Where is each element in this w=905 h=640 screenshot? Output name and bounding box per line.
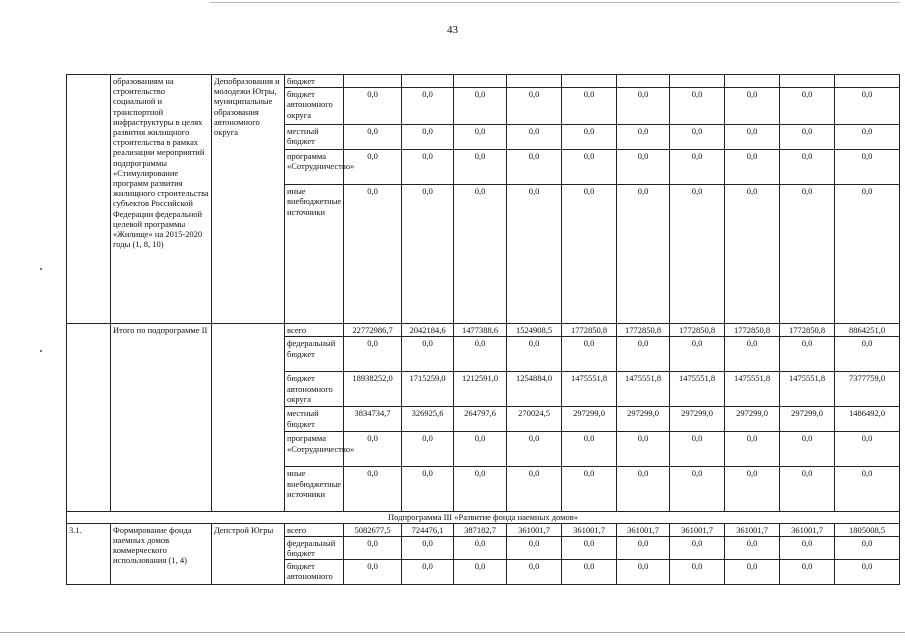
value-cell: 297299,0 (780, 407, 835, 432)
value-cell: 1772850,8 (562, 324, 617, 337)
value-cell: 0,0 (562, 125, 617, 150)
value-cell (344, 75, 402, 88)
value-cell: 3834734,7 (344, 407, 402, 432)
funding-source: местный бюджет (285, 125, 344, 150)
value-cell: 5082677,5 (344, 523, 402, 536)
activity-name: образованиям на строительство социальной и транспортной инфраструктуры в целях развития жилищного строительства в рамках реализации мероприятий подпрограммы «Стимулирование программ развития жилищного строительства субъектов Российской Федерации федеральной целевой программы «Жилище» на 2015-2020 годы (1, 8, 10) (111, 75, 212, 324)
value-cell (454, 75, 507, 88)
row-number-cell (67, 324, 111, 512)
value-cell: 0,0 (725, 337, 780, 372)
value-cell (402, 75, 454, 88)
value-cell: 0,0 (562, 185, 617, 324)
value-cell: 0,0 (454, 88, 507, 125)
value-cell: 0,0 (835, 560, 900, 585)
value-cell: 0,0 (670, 432, 725, 467)
value-cell: 0,0 (344, 337, 402, 372)
value-cell: 0,0 (835, 88, 900, 125)
value-cell: 0,0 (617, 536, 670, 559)
value-cell: 8864251,0 (835, 324, 900, 337)
value-cell: 0,0 (835, 432, 900, 467)
scan-speck (40, 350, 42, 352)
funding-source: программа «Сотрудничество» (285, 432, 344, 467)
value-cell: 0,0 (344, 536, 402, 559)
value-cell: 0,0 (617, 185, 670, 324)
value-cell: 1254884,0 (507, 372, 562, 407)
value-cell: 0,0 (344, 432, 402, 467)
value-cell: 0,0 (507, 467, 562, 512)
value-cell: 0,0 (725, 150, 780, 185)
value-cell (562, 75, 617, 88)
value-cell: 0,0 (454, 560, 507, 585)
value-cell: 1772850,8 (617, 324, 670, 337)
value-cell: 0,0 (617, 337, 670, 372)
value-cell: 297299,0 (562, 407, 617, 432)
value-cell: 1524908,5 (507, 324, 562, 337)
value-cell: 0,0 (617, 125, 670, 150)
value-cell: 361001,7 (562, 523, 617, 536)
executor: Депобразования и молодежи Югры, муниципальные образования автономного округа (212, 75, 285, 324)
value-cell: 297299,0 (725, 407, 780, 432)
value-cell: 0,0 (835, 467, 900, 512)
value-cell: 0,0 (454, 125, 507, 150)
value-cell: 0,0 (670, 536, 725, 559)
value-cell: 0,0 (507, 88, 562, 125)
funding-source: федеральный бюджет (285, 337, 344, 372)
funding-source: федеральный бюджет (285, 536, 344, 559)
value-cell: 0,0 (670, 337, 725, 372)
activity-name: Формирование фонда наемных домов коммерческого использования (1, 4) (111, 523, 212, 585)
value-cell: 297299,0 (670, 407, 725, 432)
table-row (67, 324, 900, 337)
value-cell: 0,0 (725, 560, 780, 585)
funding-source: программа «Сотрудничество» (285, 150, 344, 185)
value-cell: 0,0 (835, 125, 900, 150)
value-cell: 1475551,8 (617, 372, 670, 407)
total-label: Итого по подпрограмме II (111, 324, 212, 512)
value-cell (617, 75, 670, 88)
value-cell: 0,0 (780, 560, 835, 585)
value-cell: 1772850,8 (725, 324, 780, 337)
value-cell: 0,0 (725, 432, 780, 467)
value-cell: 1772850,8 (670, 324, 725, 337)
scan-speck (40, 268, 42, 270)
value-cell: 0,0 (402, 125, 454, 150)
value-cell: 0,0 (454, 536, 507, 559)
value-cell: 0,0 (344, 88, 402, 125)
financing-table (66, 74, 900, 585)
value-cell: 0,0 (562, 560, 617, 585)
value-cell: 0,0 (344, 467, 402, 512)
value-cell: 0,0 (507, 150, 562, 185)
value-cell: 0,0 (344, 125, 402, 150)
value-cell: 1715259,0 (402, 372, 454, 407)
value-cell: 724476,1 (402, 523, 454, 536)
value-cell: 0,0 (617, 88, 670, 125)
value-cell: 0,0 (562, 88, 617, 125)
value-cell: 0,0 (670, 467, 725, 512)
funding-source: бюджет автономного округа (285, 372, 344, 407)
value-cell: 0,0 (780, 467, 835, 512)
funding-source: иные внебюджетные источники (285, 467, 344, 512)
value-cell: 0,0 (507, 125, 562, 150)
table-body (67, 75, 900, 585)
value-cell: 0,0 (344, 185, 402, 324)
value-cell: 0,0 (344, 150, 402, 185)
value-cell: 0,0 (507, 432, 562, 467)
value-cell: 0,0 (670, 560, 725, 585)
funding-source: всего (285, 523, 344, 536)
row-number: 3.1. (67, 523, 111, 585)
value-cell: 0,0 (835, 150, 900, 185)
value-cell: 0,0 (562, 536, 617, 559)
value-cell: 0,0 (562, 150, 617, 185)
subprogram-title: Подпрограмма III «Развитие фонда наемных домов» (67, 512, 900, 523)
value-cell: 0,0 (617, 560, 670, 585)
value-cell: 270024,5 (507, 407, 562, 432)
table-row (67, 523, 900, 536)
value-cell (507, 75, 562, 88)
executor (212, 324, 285, 512)
value-cell: 0,0 (670, 185, 725, 324)
value-cell: 7377759,0 (835, 372, 900, 407)
value-cell: 22772986,7 (344, 324, 402, 337)
value-cell: 0,0 (402, 337, 454, 372)
value-cell: 0,0 (670, 150, 725, 185)
value-cell: 0,0 (402, 185, 454, 324)
value-cell: 0,0 (780, 337, 835, 372)
value-cell: 387182,7 (454, 523, 507, 536)
funding-source: иные внебюджетные источники (285, 185, 344, 324)
value-cell: 361001,7 (507, 523, 562, 536)
value-cell: 0,0 (617, 432, 670, 467)
value-cell: 0,0 (725, 88, 780, 125)
value-cell: 0,0 (835, 536, 900, 559)
value-cell: 18938252,0 (344, 372, 402, 407)
funding-source: бюджет автономного (285, 560, 344, 585)
value-cell: 0,0 (507, 536, 562, 559)
table-row (67, 75, 900, 88)
page-number: 43 (447, 24, 458, 36)
value-cell: 0,0 (507, 337, 562, 372)
value-cell: 0,0 (454, 337, 507, 372)
value-cell (780, 75, 835, 88)
row-number-cell (67, 75, 111, 324)
value-cell: 0,0 (780, 185, 835, 324)
value-cell: 0,0 (402, 150, 454, 185)
value-cell: 361001,7 (780, 523, 835, 536)
value-cell: 0,0 (725, 185, 780, 324)
value-cell: 0,0 (344, 560, 402, 585)
value-cell: 0,0 (835, 337, 900, 372)
value-cell: 0,0 (402, 536, 454, 559)
value-cell: 0,0 (507, 185, 562, 324)
value-cell: 1486492,0 (835, 407, 900, 432)
value-cell: 264797,6 (454, 407, 507, 432)
funding-source: бюджет (285, 75, 344, 88)
value-cell: 1477388,6 (454, 324, 507, 337)
scan-edge-top (210, 2, 900, 3)
value-cell: 0,0 (454, 467, 507, 512)
value-cell: 1805008,5 (835, 523, 900, 536)
value-cell: 0,0 (562, 337, 617, 372)
value-cell: 0,0 (725, 536, 780, 559)
value-cell: 0,0 (780, 88, 835, 125)
value-cell: 0,0 (402, 467, 454, 512)
section-row (67, 512, 900, 523)
value-cell: 0,0 (507, 560, 562, 585)
value-cell: 0,0 (562, 432, 617, 467)
value-cell: 361001,7 (670, 523, 725, 536)
value-cell: 1475551,8 (725, 372, 780, 407)
value-cell: 0,0 (454, 185, 507, 324)
value-cell: 0,0 (454, 150, 507, 185)
value-cell: 326925,6 (402, 407, 454, 432)
value-cell: 361001,7 (725, 523, 780, 536)
value-cell: 0,0 (780, 536, 835, 559)
value-cell: 0,0 (780, 125, 835, 150)
value-cell (725, 75, 780, 88)
value-cell: 1212591,0 (454, 372, 507, 407)
value-cell: 361001,7 (617, 523, 670, 536)
value-cell: 0,0 (725, 125, 780, 150)
funding-source: бюджет автономного округа (285, 88, 344, 125)
value-cell: 0,0 (402, 88, 454, 125)
value-cell: 1772850,8 (780, 324, 835, 337)
value-cell: 0,0 (780, 432, 835, 467)
funding-source: всего (285, 324, 344, 337)
value-cell: 0,0 (402, 432, 454, 467)
scan-edge-bottom (0, 632, 905, 633)
value-cell: 0,0 (562, 467, 617, 512)
value-cell: 0,0 (725, 467, 780, 512)
value-cell: 0,0 (670, 125, 725, 150)
value-cell: 0,0 (617, 150, 670, 185)
value-cell (835, 75, 900, 88)
value-cell: 1475551,8 (562, 372, 617, 407)
value-cell: 0,0 (454, 432, 507, 467)
value-cell: 1475551,8 (780, 372, 835, 407)
value-cell: 0,0 (835, 185, 900, 324)
value-cell: 1475551,8 (670, 372, 725, 407)
executor: Депстрой Югры (212, 523, 285, 585)
value-cell (670, 75, 725, 88)
value-cell: 2042184,6 (402, 324, 454, 337)
value-cell: 0,0 (402, 560, 454, 585)
value-cell: 297299,0 (617, 407, 670, 432)
value-cell: 0,0 (617, 467, 670, 512)
value-cell: 0,0 (670, 88, 725, 125)
funding-source: местный бюджет (285, 407, 344, 432)
value-cell: 0,0 (780, 150, 835, 185)
